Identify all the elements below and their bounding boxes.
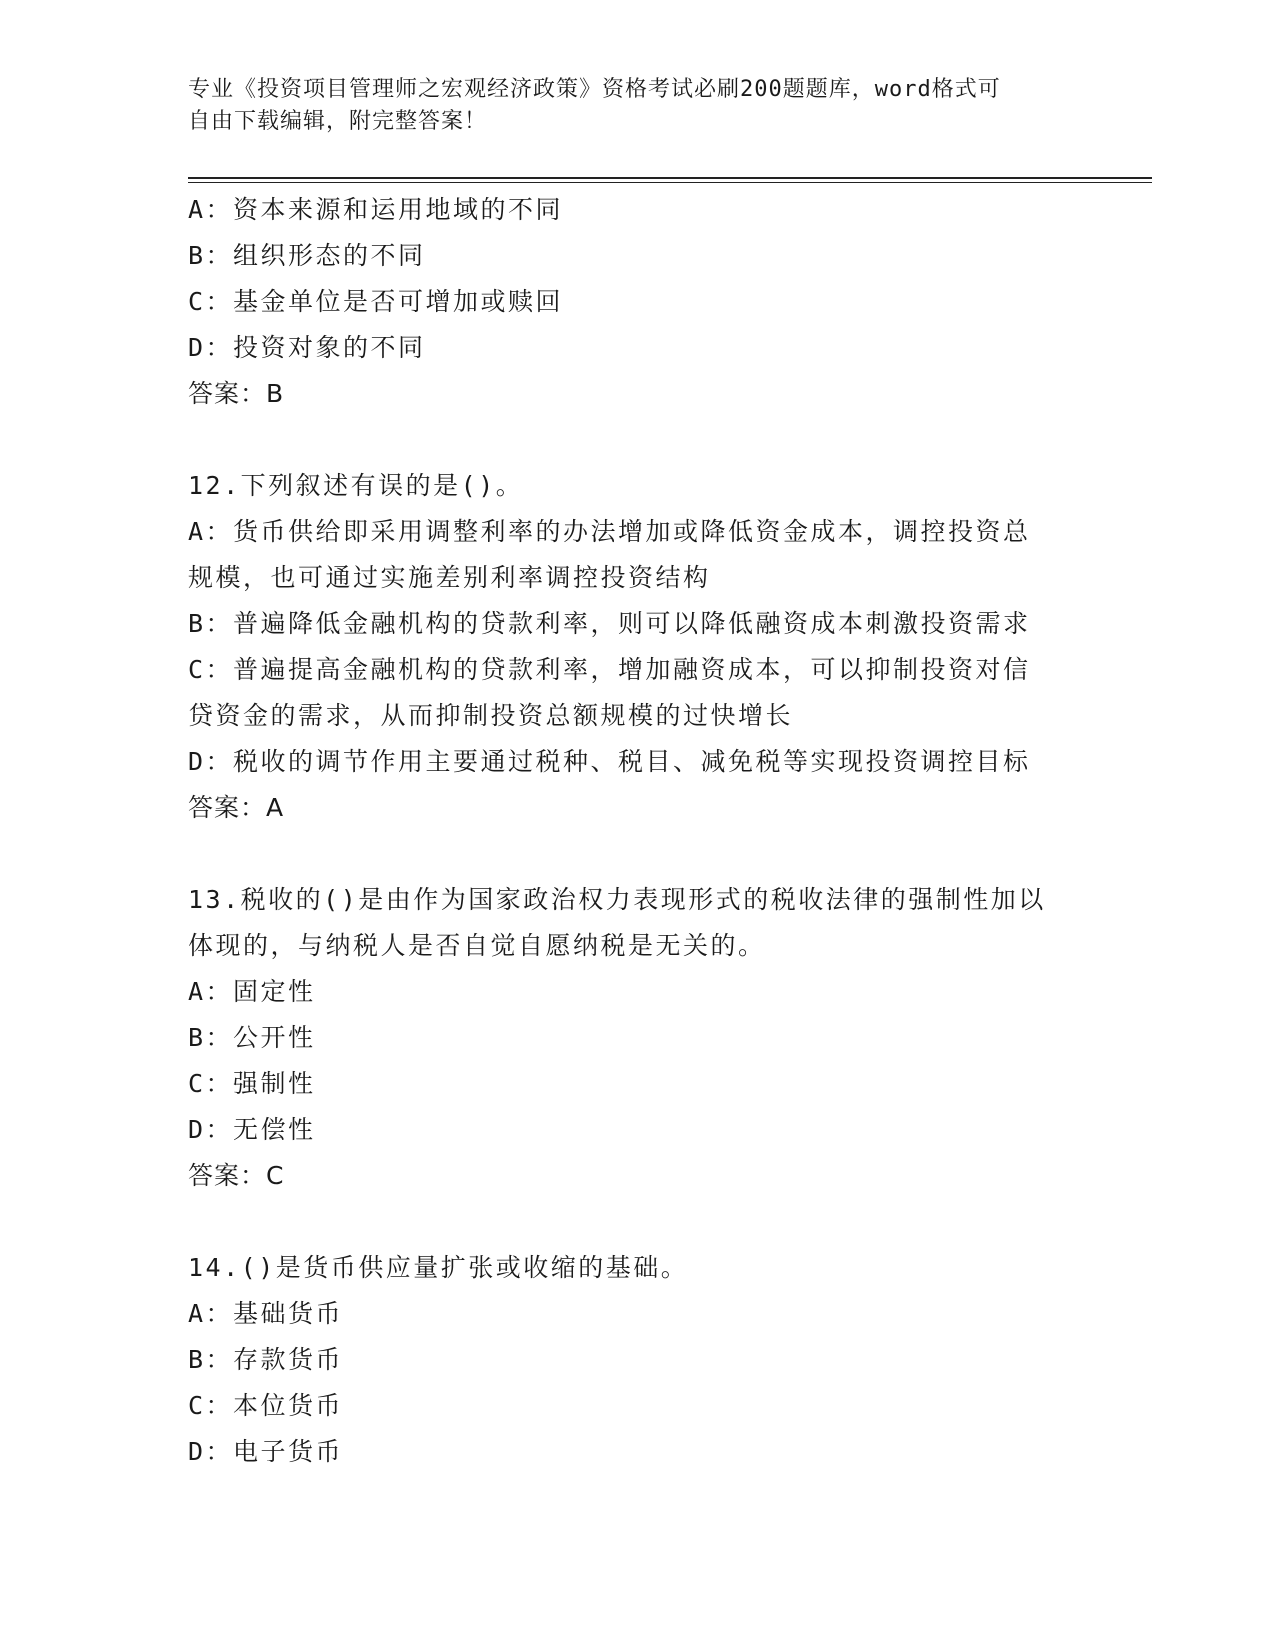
header-line-2: 自由下载编辑，附完整答案！ [188, 109, 488, 134]
q13-stem-line-1: 13.税收的()是由作为国家政治权力表现形式的税收法律的强制性加以 [188, 885, 1046, 914]
q12-option-a-line-1: A：货币供给即采用调整利率的办法增加或降低资金成本，调控投资总 [188, 517, 1031, 546]
q14-option-b: B：存款货币 [188, 1345, 344, 1374]
q13-option-d: D：无偿性 [188, 1115, 316, 1144]
spacer [188, 831, 1088, 877]
spacer [188, 417, 1088, 463]
q14-stem: 14.()是货币供应量扩张或收缩的基础。 [188, 1253, 689, 1282]
q14-option-c: C：本位货币 [188, 1391, 344, 1420]
q12-option-d: D：税收的调节作用主要通过税种、税目、减免税等实现投资调控目标 [188, 747, 1031, 776]
q13-option-a: A：固定性 [188, 977, 316, 1006]
q13-stem-line-2: 体现的，与纳税人是否自觉自愿纳税是无关的。 [188, 931, 766, 960]
q13-answer: 答案：C [188, 1161, 285, 1190]
q14-option-a: A：基础货币 [188, 1299, 344, 1328]
q11-option-d: D：投资对象的不同 [188, 333, 426, 362]
q11-option-a: A：资本来源和运用地域的不同 [188, 195, 564, 224]
q14-option-d: D：电子货币 [188, 1437, 344, 1466]
question-content [188, 187, 1088, 1475]
spacer [188, 1199, 1088, 1245]
header-line-1: 专业《投资项目管理师之宏观经济政策》资格考试必刷200题题库，word格式可 [188, 77, 1001, 102]
header-divider-thin [188, 182, 1152, 183]
q12-answer: 答案：A [188, 793, 285, 822]
q12-option-c-line-1: C：普遍提高金融机构的贷款利率，增加融资成本，可以抑制投资对信 [188, 655, 1031, 684]
q12-option-c-line-2: 贷资金的需求，从而抑制投资总额规模的过快增长 [188, 701, 794, 730]
document-header [188, 74, 1068, 138]
q11-option-b: B：组织形态的不同 [188, 241, 426, 270]
q11-answer: 答案：B [188, 379, 285, 408]
q13-option-c: C：强制性 [188, 1069, 316, 1098]
q11-option-c: C：基金单位是否可增加或赎回 [188, 287, 564, 316]
q12-option-b: B：普遍降低金融机构的贷款利率，则可以降低融资成本刺激投资需求 [188, 609, 1031, 638]
q12-stem: 12.下列叙述有误的是()。 [188, 471, 524, 500]
header-divider-thick [188, 177, 1152, 179]
q12-option-a-line-2: 规模，也可通过实施差别利率调控投资结构 [188, 563, 711, 592]
q13-option-b: B：公开性 [188, 1023, 316, 1052]
